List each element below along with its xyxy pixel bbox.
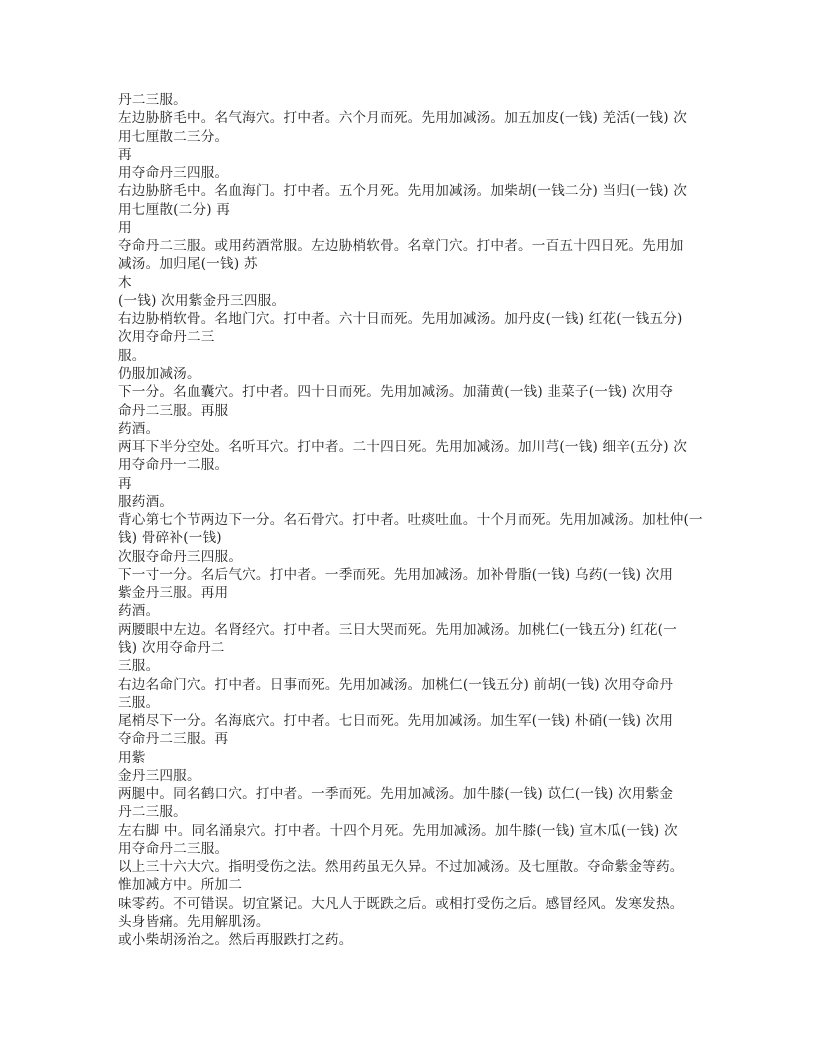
text-line: 两腰眼中左边。名肾经穴。打中者。三日大哭而死。先用加减汤。加桃仁(一钱五分) 红花(一 xyxy=(118,621,677,638)
text-line: 下一寸一分。名后气穴。打中者。一季而死。先用加减汤。加补骨脂(一钱) 乌药(一钱) 次用 xyxy=(118,566,674,583)
text-line: 次服夺命丹三四服。 xyxy=(118,548,243,565)
text-line: 头身皆痛。先用解肌汤。 xyxy=(118,913,270,930)
text-line: 丹二三服。 xyxy=(118,92,187,108)
text-line: 两腿中。同名鹤口穴。打中者。一季而死。先用加减汤。加牛膝(一钱) 苡仁(一钱) 次用紫金 xyxy=(118,786,674,803)
text-line: 用七厘散(二分) 再 xyxy=(118,201,231,218)
text-line: 左右脚 中。同名涌泉穴。打中者。十四个月死。先用加减汤。加牛膝(一钱) 宣木瓜(一钱) 次 xyxy=(118,822,678,839)
text-line: 药酒。 xyxy=(118,420,160,437)
text-line: 夺命丹二三服。或用药酒常服。左边胁梢软骨。名章门穴。打中者。一百五十四日死。先用加 xyxy=(118,238,684,255)
text-line: 钱) 次用夺命丹二 xyxy=(118,639,225,656)
text-line: 木 xyxy=(118,274,132,291)
text-line: 三服。 xyxy=(118,658,160,675)
text-line: 左边胁脐毛中。名气海穴。打中者。六个月而死。先用加减汤。加五加皮(一钱) 羌活(一钱) 次 xyxy=(118,110,688,127)
text-line: 服。 xyxy=(118,347,146,364)
text-line: 或小柴胡汤治之。然后再服跌打之药。 xyxy=(118,932,353,949)
text-line: 惟加减方中。所加二 xyxy=(118,877,243,894)
text-line: 三服。 xyxy=(118,694,160,711)
text-line: 丹二三服。 xyxy=(118,804,187,821)
text-line: 用七厘散二三分。 xyxy=(118,128,229,145)
text-line: 右边胁脐毛中。名血海门。打中者。五个月死。先用加减汤。加柴胡(一钱二分) 当归(一钱) 次 xyxy=(118,183,688,200)
text-line: 以上三十六大穴。指明受伤之法。然用药虽无久异。不过加减汤。及七厘散。夺命紫金等药。 xyxy=(118,859,684,876)
text-line: 减汤。加归尾(一钱) 苏 xyxy=(118,256,258,273)
text-line: 服药酒。 xyxy=(118,493,174,510)
text-line: 用夺命丹二三服。 xyxy=(118,840,229,857)
text-line: 命丹二三服。再服 xyxy=(118,402,229,419)
text-line: 药酒。 xyxy=(118,603,160,620)
text-line: 右边名命门穴。打中者。日事而死。先用加减汤。加桃仁(一钱五分) 前胡(一钱) 次用夺命丹 xyxy=(118,676,674,693)
text-line: 钱) 骨碎补(一钱) xyxy=(118,530,222,547)
text-line: 再 xyxy=(118,475,132,492)
text-line: 两耳下半分空处。名听耳穴。打中者。二十四日死。先用加减汤。加川芎(一钱) 细辛(五分) 次 xyxy=(118,439,688,456)
text-line: 再 xyxy=(118,146,132,163)
text-line: 用紫 xyxy=(118,749,146,766)
text-line: 紫金丹三服。再用 xyxy=(118,585,229,602)
text-line: 用 xyxy=(118,219,132,236)
text-line: 右边胁梢软骨。名地门穴。打中者。六十日而死。先用加减汤。加丹皮(一钱) 红花(一钱五分) xyxy=(118,311,683,328)
text-line: 用夺命丹三四服。 xyxy=(118,165,229,182)
text-line: 用夺命丹一二服。 xyxy=(118,457,229,474)
text-line: 下一分。名血囊穴。打中者。四十日而死。先用加减汤。加蒲黄(一钱) 韭菜子(一钱) 次用夺 xyxy=(118,384,674,401)
text-line: 次用夺命丹二三 xyxy=(118,329,215,346)
text-line: 仍服加减汤。 xyxy=(118,365,201,382)
text-line: 味零药。不可错误。切宜紧记。大凡人于既跌之后。或相打受伤之后。感冒经风。发寒发热。 xyxy=(118,895,684,912)
text-line: 金丹三四服。 xyxy=(118,767,201,784)
document-page xyxy=(118,91,708,949)
text-line: 夺命丹二三服。再 xyxy=(118,731,229,748)
text-line: (一钱) 次用紫金丹三四服。 xyxy=(118,292,286,309)
text-line: 背心第七个节两边下一分。名石骨穴。打中者。吐痰吐血。十个月而死。先用加减汤。加杜仲(一 xyxy=(118,512,703,529)
text-line: 尾梢尽下一分。名海底穴。打中者。七日而死。先用加减汤。加生军(一钱) 朴硝(一钱) 次用 xyxy=(118,713,674,730)
